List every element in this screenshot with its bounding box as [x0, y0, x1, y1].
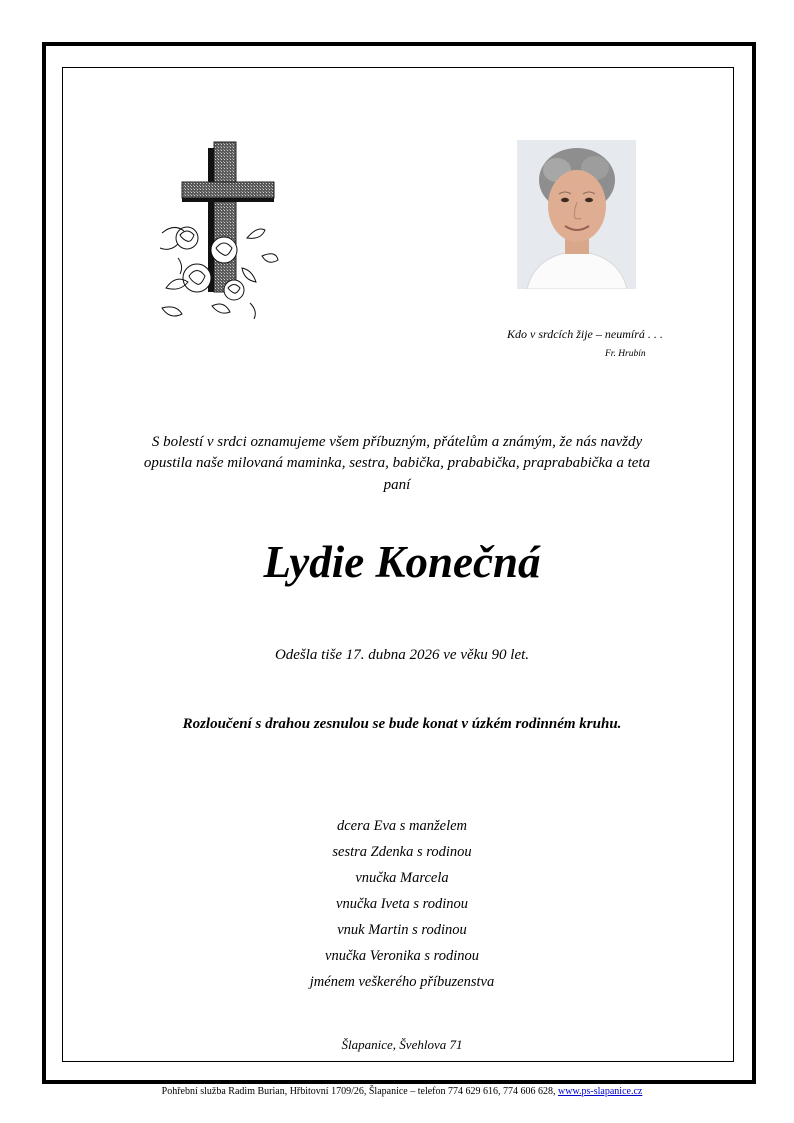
- quote-author: Fr. Hrubín: [605, 349, 646, 359]
- farewell-notice: Rozloučení s drahou zesnulou se bude konat v úzkém rodinném kruhu.: [182, 716, 622, 732]
- announcement-line-1: S bolestí v srdci oznamujeme všem příbuzným, přátelům a známým, že nás navždy: [151, 434, 643, 450]
- mourner-item: vnučka Marcela: [355, 870, 449, 886]
- cross-icon: [152, 138, 282, 328]
- funeral-service-footer: [0, 1086, 794, 1097]
- mourner-item: vnuk Martin s rodinou: [337, 922, 467, 938]
- portrait-photo: [517, 140, 636, 289]
- announcement-text: [90, 432, 704, 474]
- portrait-image: [517, 140, 636, 289]
- quote: Kdo v srdcích žije – neumírá . . .: [507, 327, 663, 341]
- mourners-list: [0, 813, 794, 995]
- mourner-item: jménem veškerého příbuzenstva: [309, 974, 495, 990]
- honorific: paní: [383, 477, 411, 493]
- death-info: Odešla tiše 17. dubna 2026 ve věku 90 let.: [274, 647, 530, 663]
- announcement-line-2: opustila naše milovaná maminka, sestra, babička, prababička, praprababička a teta: [143, 455, 651, 471]
- deceased-name: Lydie Konečná: [263, 537, 541, 587]
- website-link[interactable]: www.ps-slapanice.cz: [558, 1086, 643, 1097]
- cross-with-roses-image: [152, 138, 282, 328]
- mourner-item: vnučka Iveta s rodinou: [336, 896, 468, 912]
- mourner-item: sestra Zdenka s rodinou: [332, 844, 472, 860]
- mourner-item: dcera Eva s manželem: [336, 818, 468, 834]
- family-address: Šlapanice, Švehlova 71: [341, 1037, 463, 1052]
- mourner-item: vnučka Veronika s rodinou: [325, 948, 479, 964]
- footer-text: Pohřební služba Radim Burian, Hřbitovní 1709/26, Šlapanice – telefon 774 629 616, 774 606 628,: [161, 1086, 556, 1097]
